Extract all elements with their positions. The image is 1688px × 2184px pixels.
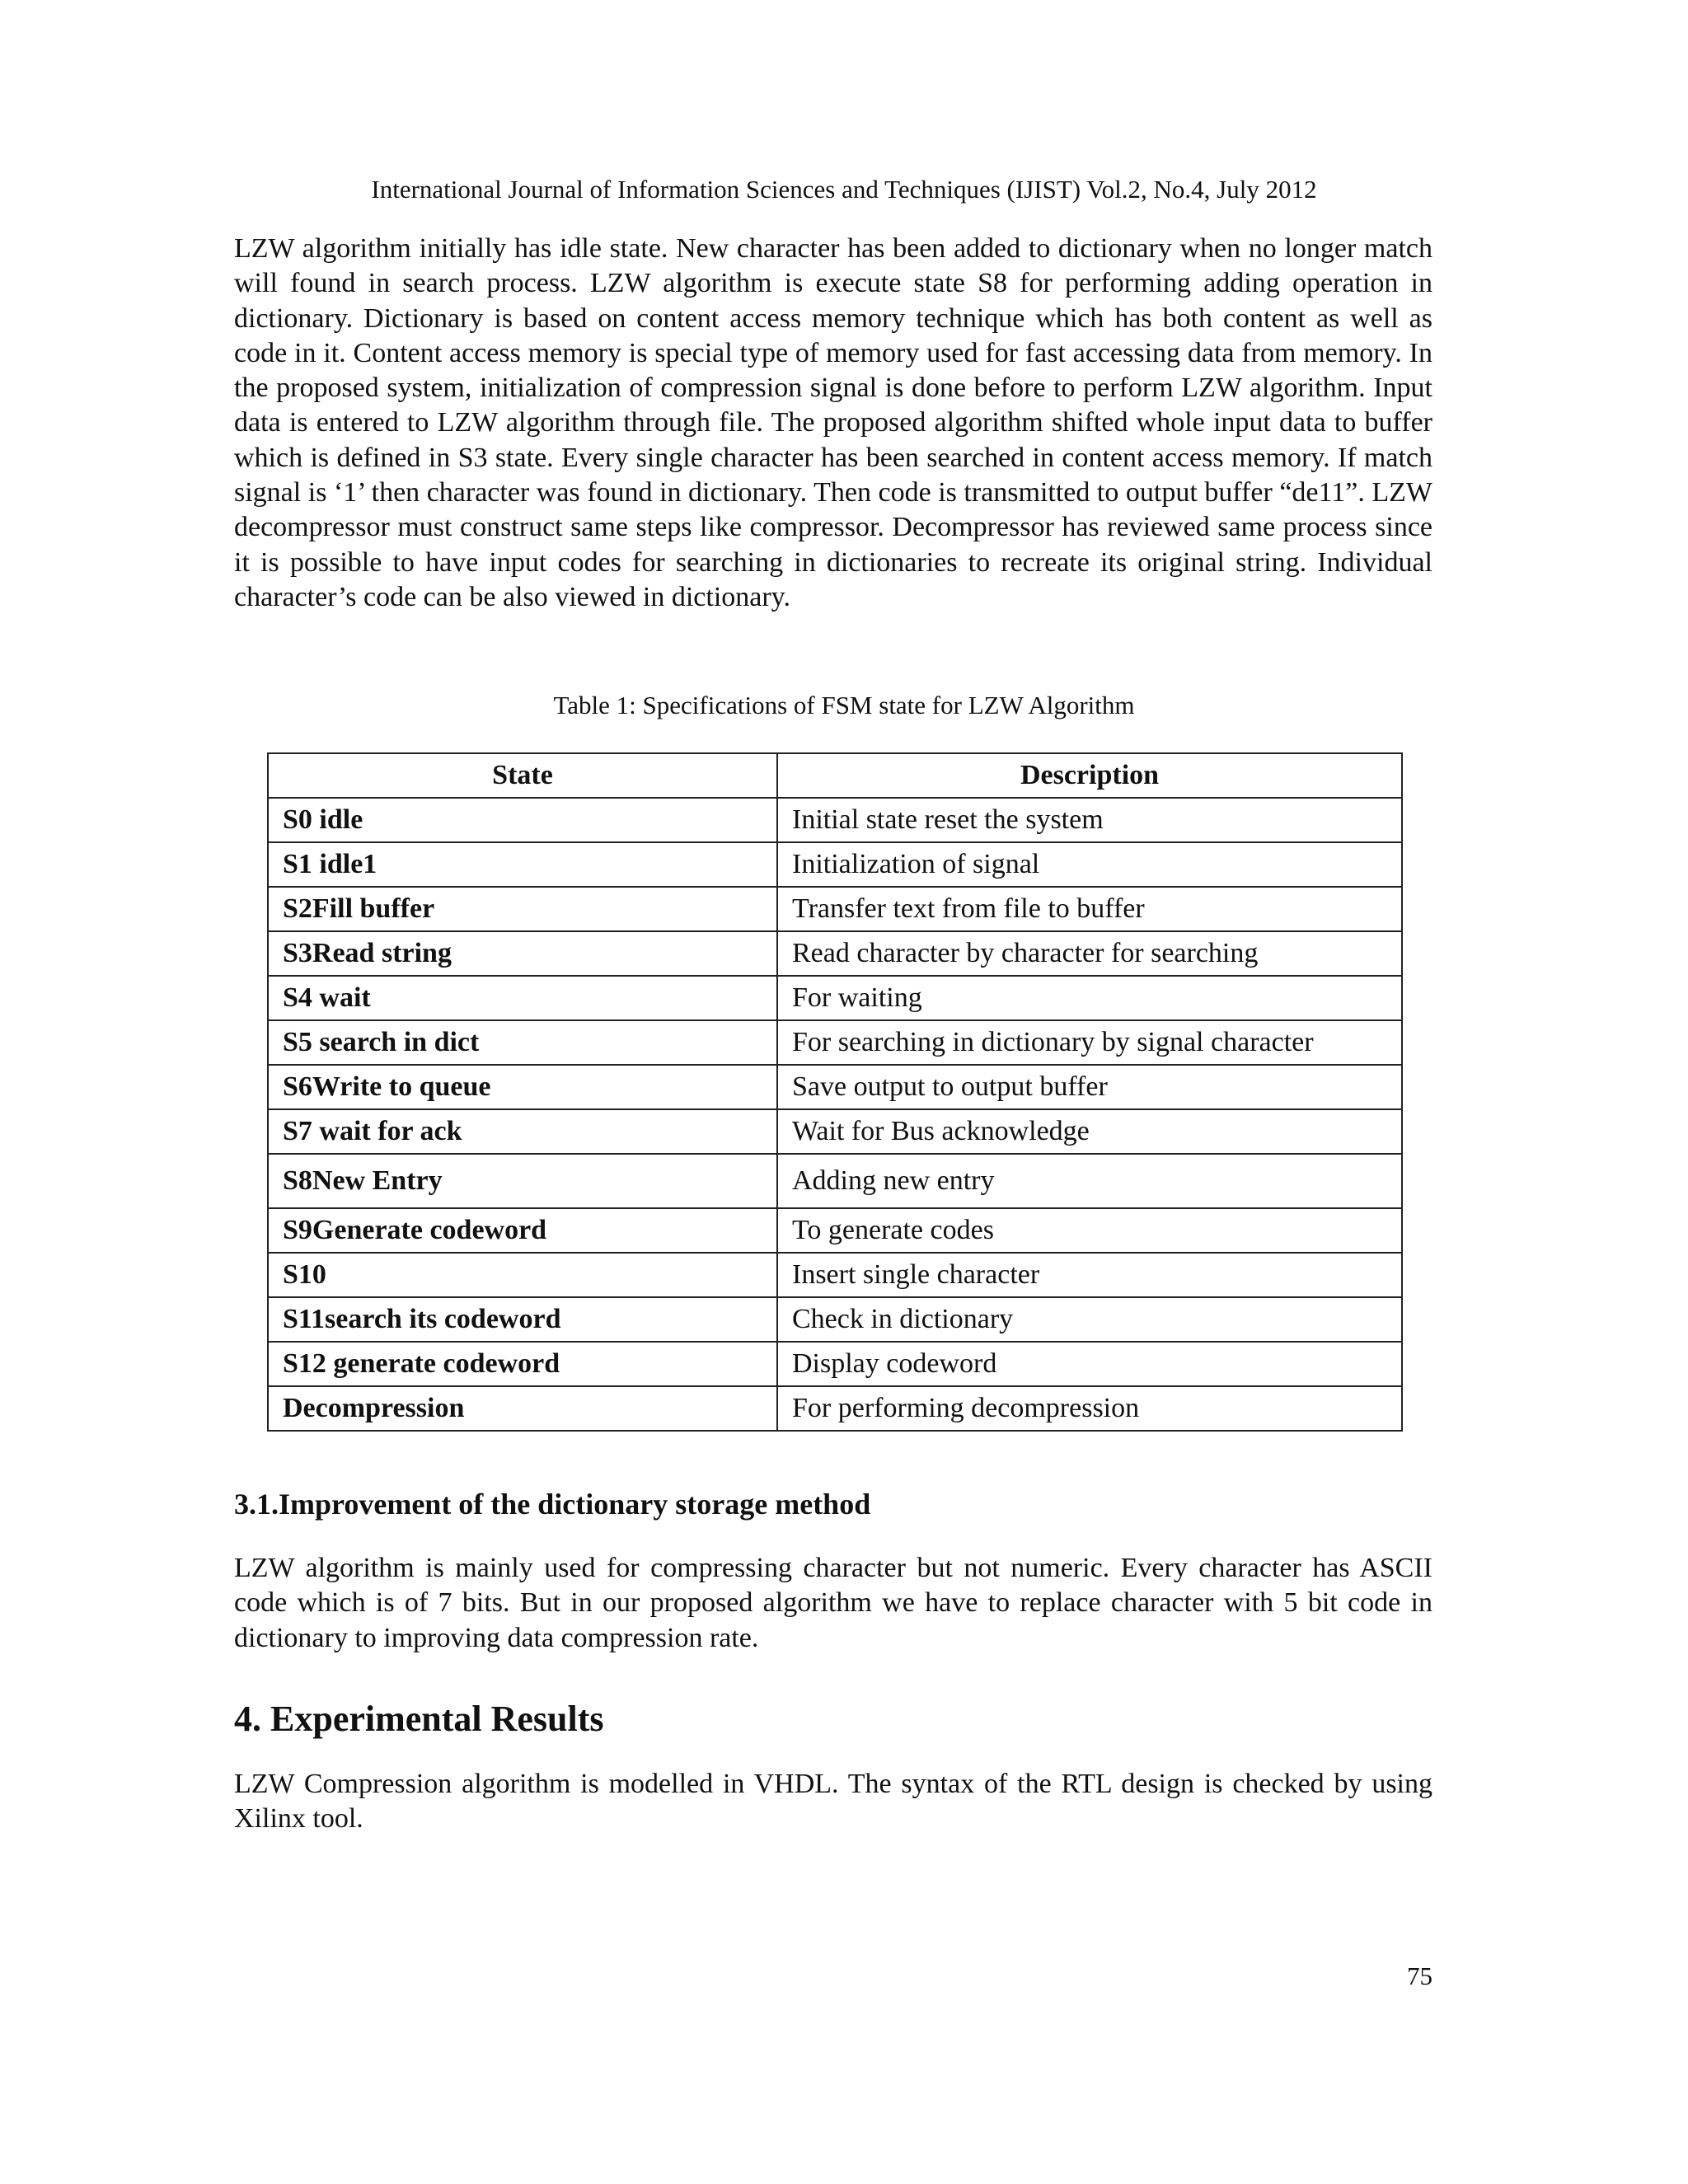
intro-section <box>234 232 1432 615</box>
description-cell: Adding new entry <box>777 1154 1402 1208</box>
state-cell: S1 idle1 <box>268 842 777 887</box>
description-cell: For performing decompression <box>777 1386 1402 1431</box>
state-cell: S7 wait for ack <box>268 1109 777 1154</box>
description-cell: Initialization of signal <box>777 842 1402 887</box>
fsm-state-table <box>267 752 1403 1432</box>
table-row <box>268 976 1402 1020</box>
description-cell: Wait for Bus acknowledge <box>777 1109 1402 1154</box>
subsection-heading: 3.1.Improvement of the dictionary storage method <box>234 1488 871 1521</box>
state-cell: S4 wait <box>268 976 777 1020</box>
description-cell: For searching in dictionary by signal character <box>777 1020 1402 1065</box>
subsection-body <box>234 1551 1432 1656</box>
table-caption: Table 1: Specifications of FSM state for LZW Algorithm <box>553 691 1135 719</box>
state-cell: S8New Entry <box>268 1154 777 1208</box>
table-row <box>268 1253 1402 1297</box>
page-number: 75 <box>1407 1961 1432 1990</box>
section4-body <box>234 1767 1432 1837</box>
description-cell: Check in dictionary <box>777 1297 1402 1342</box>
table-row <box>268 1297 1402 1342</box>
state-cell: S10 <box>268 1253 777 1297</box>
section4-paragraph: LZW Compression algorithm is modelled in VHDL. The syntax of the RTL design is checked by using Xilinx tool. <box>234 1769 1432 1835</box>
table-row <box>268 842 1402 887</box>
state-cell: S12 generate codeword <box>268 1342 777 1386</box>
intro-paragraph: LZW algorithm initially has idle state. New character has been added to dictionary when no longer match will found in search process. LZW algorithm is execute state S8 for performing adding operation in dictionary. Dictionary is based on content access memory technique which has both content as well as code in it. Content access memory is special type of memory used for fast accessing data from memory. In the proposed system, initialization of compression signal is done before to perform LZW algorithm. Input data is entered to LZW algorithm through file. The proposed algorithm shifted whole input data to buffer which is defined in S3 state. Every single character has been searched in content access memory. If match signal is ‘1’ then character was found in dictionary. Then code is transmitted to output buffer “de11”. LZW decompressor must construct same steps like compressor. Decompressor has reviewed same process since it is possible to have input codes for searching in dictionaries to recreate its original string. Individual character’s code can be also viewed in dictionary. <box>234 233 1432 612</box>
table-row <box>268 1109 1402 1154</box>
table-row <box>268 887 1402 931</box>
description-cell: Save output to output buffer <box>777 1065 1402 1109</box>
description-column-header: Description <box>777 753 1402 798</box>
description-cell: Display codeword <box>777 1342 1402 1386</box>
table-row <box>268 798 1402 842</box>
table-row <box>268 1154 1402 1208</box>
state-cell: S6Write to queue <box>268 1065 777 1109</box>
description-cell: Read character by character for searching <box>777 931 1402 976</box>
table-header-row <box>268 753 1402 798</box>
description-cell: Initial state reset the system <box>777 798 1402 842</box>
description-cell: To generate codes <box>777 1208 1402 1253</box>
section-heading: 4. Experimental Results <box>234 1699 604 1739</box>
table-row <box>268 931 1402 976</box>
state-cell: S0 idle <box>268 798 777 842</box>
state-cell: S2Fill buffer <box>268 887 777 931</box>
state-column-header: State <box>268 753 777 798</box>
state-cell: S5 search in dict <box>268 1020 777 1065</box>
subsection-paragraph: LZW algorithm is mainly used for compressing character but not numeric. Every character has ASCII code which is of 7 bits. But in our proposed algorithm we have to replace character with 5 bit code in dictionary to improving data compression rate. <box>234 1553 1432 1653</box>
table-row <box>268 1065 1402 1109</box>
table-row <box>268 1020 1402 1065</box>
table-row <box>268 1208 1402 1253</box>
running-header: International Journal of Information Sciences and Techniques (IJIST) Vol.2, No.4, July 2012 <box>371 175 1317 204</box>
state-cell: S9Generate codeword <box>268 1208 777 1253</box>
state-cell: Decompression <box>268 1386 777 1431</box>
state-cell: S11search its codeword <box>268 1297 777 1342</box>
table-row <box>268 1386 1402 1431</box>
state-cell: S3Read string <box>268 931 777 976</box>
description-cell: For waiting <box>777 976 1402 1020</box>
description-cell: Transfer text from file to buffer <box>777 887 1402 931</box>
description-cell: Insert single character <box>777 1253 1402 1297</box>
table-row <box>268 1342 1402 1386</box>
